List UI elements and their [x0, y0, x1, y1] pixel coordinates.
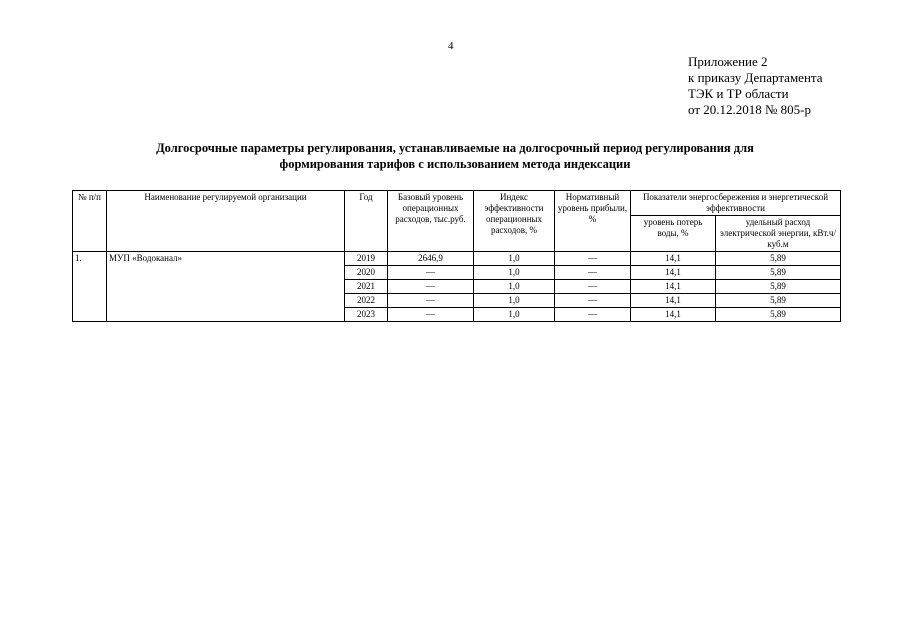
org-number: 1. — [73, 252, 107, 322]
title-line: Долгосрочные параметры регулирования, устанавливаемые на долгосрочный период регулирования для — [156, 141, 754, 155]
cell-index: 1,0 — [474, 280, 555, 294]
parameters-table — [72, 190, 841, 322]
cell-base: — — [388, 266, 474, 280]
cell-base: — — [388, 280, 474, 294]
appendix-line: от 20.12.2018 № 805-р — [688, 102, 811, 117]
cell-profit: — — [555, 294, 631, 308]
cell-specific: 5,89 — [716, 280, 841, 294]
cell-year: 2019 — [345, 252, 388, 266]
cell-profit: — — [555, 266, 631, 280]
cell-base: 2646,9 — [388, 252, 474, 266]
table-row — [73, 252, 841, 266]
cell-specific: 5,89 — [716, 308, 841, 322]
cell-index: 1,0 — [474, 266, 555, 280]
page-number: 4 — [448, 40, 454, 52]
org-name: МУП «Водоканал» — [107, 252, 345, 322]
cell-profit: — — [555, 252, 631, 266]
cell-base: — — [388, 308, 474, 322]
cell-year: 2022 — [345, 294, 388, 308]
header-profit-level: Нормативный уровень прибыли, % — [555, 191, 631, 252]
appendix-line: Приложение 2 — [688, 54, 768, 69]
header-efficiency-index: Индекс эффективности операционных расходов, % — [474, 191, 555, 252]
appendix-line: к приказу Департамента — [688, 70, 823, 85]
cell-losses: 14,1 — [631, 266, 716, 280]
cell-losses: 14,1 — [631, 280, 716, 294]
cell-specific: 5,89 — [716, 294, 841, 308]
header-base-costs: Базовый уровень операционных расходов, тыс.руб. — [388, 191, 474, 252]
cell-base: — — [388, 294, 474, 308]
header-org: Наименование регулируемой организации — [107, 191, 345, 252]
title-line: формирования тарифов с использованием метода индексации — [279, 157, 631, 171]
cell-specific: 5,89 — [716, 266, 841, 280]
cell-year: 2021 — [345, 280, 388, 294]
header-year: Год — [345, 191, 388, 252]
appendix-line: ТЭК и ТР области — [688, 86, 789, 101]
cell-losses: 14,1 — [631, 294, 716, 308]
header-water-losses: уровень потерь воды, % — [631, 216, 716, 252]
cell-index: 1,0 — [474, 294, 555, 308]
cell-year: 2020 — [345, 266, 388, 280]
appendix-block — [688, 54, 823, 118]
cell-specific: 5,89 — [716, 252, 841, 266]
cell-index: 1,0 — [474, 252, 555, 266]
cell-year: 2023 — [345, 308, 388, 322]
header-num: № п/п — [73, 191, 107, 252]
document-title — [60, 140, 850, 172]
cell-losses: 14,1 — [631, 252, 716, 266]
cell-profit: — — [555, 280, 631, 294]
cell-losses: 14,1 — [631, 308, 716, 322]
header-energy-group: Показатели энергосбережения и энергетической эффективности — [631, 191, 841, 216]
cell-index: 1,0 — [474, 308, 555, 322]
header-specific-consumption: удельный расход электрической энергии, кВт.ч/куб.м — [716, 216, 841, 252]
cell-profit: — — [555, 308, 631, 322]
